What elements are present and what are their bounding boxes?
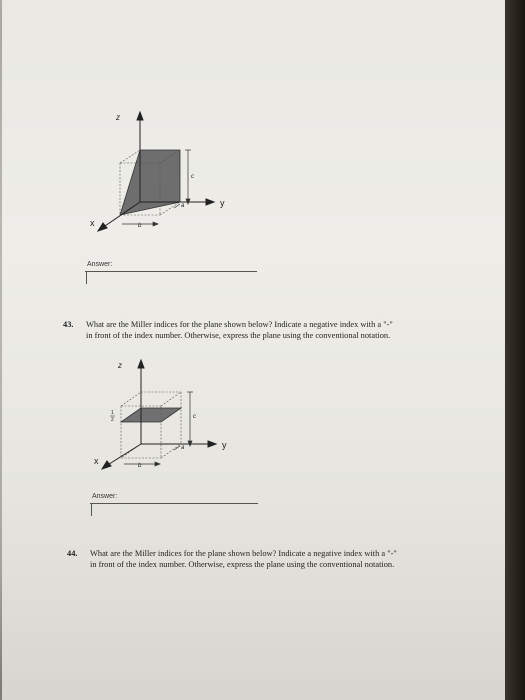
question-44-number: 44. xyxy=(67,549,78,558)
fraction-denominator: 2 xyxy=(111,417,114,423)
crystal-diagram-2 xyxy=(86,350,236,480)
answer-label-2: Answer: xyxy=(92,493,118,500)
answer-field-2[interactable] xyxy=(90,493,265,519)
axis-label-x-2: x xyxy=(94,456,99,466)
question-44-line-2: in front of the index number. Otherwise, express the plane using the conventional notation. xyxy=(90,560,395,569)
edge-label-b-2: b xyxy=(138,463,142,469)
answer-tick-1 xyxy=(86,271,87,284)
paper-shadow-edge xyxy=(505,0,525,700)
answer-line-1 xyxy=(85,271,257,272)
edge-label-a: a xyxy=(181,203,185,209)
edge-label-b: b xyxy=(138,223,142,229)
edge-label-c-2: c xyxy=(193,414,196,420)
axis-label-z-2: z xyxy=(118,361,122,370)
axis-label-y-2: y xyxy=(222,440,227,450)
fraction-numerator: 1 xyxy=(111,410,114,416)
question-44-line-1: What are the Miller indices for the plane shown below? Indicate a negative index with a "-" xyxy=(90,549,397,558)
question-44 xyxy=(67,548,487,572)
shaded-plane-1 xyxy=(120,150,180,215)
question-43-line-2: in front of the index number. Otherwise, express the plane using the conventional notation. xyxy=(86,331,391,340)
question-43-line-1: What are the Miller indices for the plane shown below? Indicate a negative index with a "-" xyxy=(86,320,393,329)
edge-label-c: c xyxy=(191,174,194,180)
answer-tick-2 xyxy=(91,503,92,516)
question-43-number: 43. xyxy=(63,320,74,329)
shaded-plane-2 xyxy=(121,408,181,422)
axis-label-y: y xyxy=(220,198,225,208)
axis-label-x: x xyxy=(90,218,95,228)
answer-line-2 xyxy=(90,503,258,504)
answer-label-1: Answer: xyxy=(87,261,113,268)
paper-sheet xyxy=(2,0,507,700)
crystal-diagram-1 xyxy=(80,100,230,240)
question-43 xyxy=(63,319,483,343)
axis-label-z: z xyxy=(116,113,120,122)
edge-label-a-2: a xyxy=(181,445,185,451)
answer-field-1[interactable] xyxy=(85,261,260,285)
